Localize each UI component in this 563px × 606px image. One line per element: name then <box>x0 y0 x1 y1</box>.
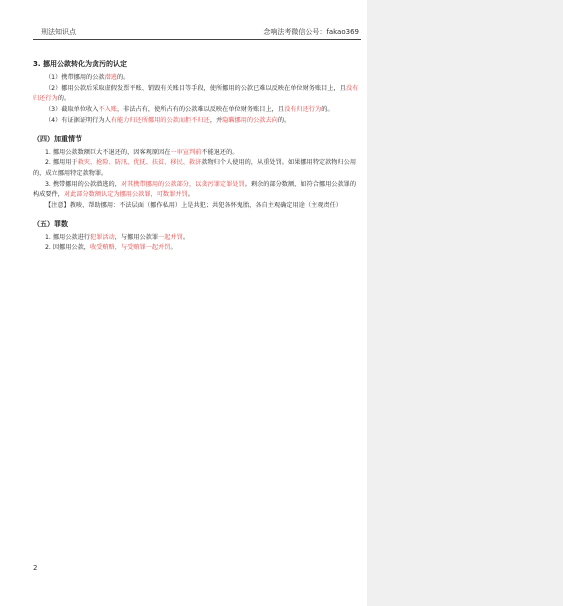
text: （2）挪用公款后采取虚假发票平账、销毁有关账目等手段，使所挪用的公款已难以反映在单位财务账目上，且 <box>45 84 346 92</box>
text: 的。 <box>57 95 71 103</box>
highlight-text: 收受贿赂，与受贿罪一起并罚 <box>90 244 171 252</box>
s4-note: 【注意】教唆、帮助挪用：不法层面（挪作私用）上是共犯；共犯各怀鬼胎，各自主观确定用途（主观责任） <box>45 202 342 210</box>
s3-item-2 <box>33 84 361 105</box>
s5-item-2 <box>33 243 361 254</box>
page-number: 2 <box>33 564 38 572</box>
text: （3）截取单位收入 <box>45 106 99 114</box>
s5-item-1 <box>33 233 361 244</box>
highlight-text: 不入账 <box>98 106 117 114</box>
text: 2. 挪用用于 <box>45 159 78 167</box>
s3-item-1 <box>33 73 361 84</box>
highlight-text: 犯罪活动 <box>90 233 115 241</box>
text: 。 <box>187 191 194 199</box>
viewer-sidebar-background <box>367 0 563 606</box>
text: 1. 挪用公款进行 <box>45 233 90 241</box>
text: 3. 携带挪用的公款潜逃的， <box>45 180 121 188</box>
s4-item-3 <box>33 180 361 201</box>
text: ，并 <box>209 116 223 124</box>
header-right-wechat: 念响法考微信公号：fakao369 <box>263 28 359 36</box>
section-5-title: （五）罪数 <box>33 219 68 228</box>
section-3-title: 3. 挪用公款转化为贪污的认定 <box>33 60 127 68</box>
s3-item-3 <box>33 105 361 116</box>
highlight-text: 没有归还行为 <box>33 84 359 103</box>
text: 1. 挪用公款数额巨大不退还的，因客观原因在 <box>45 148 171 156</box>
section-4-title: （四）加重情节 <box>33 134 82 143</box>
text: 的。 <box>117 74 130 81</box>
highlight-text: 对其携带挪用的公款部分，以贪污罪定罪处罚 <box>120 180 245 188</box>
text: ，非法占有，使所占有的公款难以反映在单位财务账目上，且 <box>117 106 285 114</box>
highlight-text: 一起并罚 <box>158 233 183 241</box>
highlight-text: 隐瞒挪用的公款去向 <box>222 116 278 124</box>
highlight-text: 救灾、抢险、防汛、优抚、扶贫、移民、救济 <box>77 159 202 167</box>
s4-item-1 <box>33 148 361 159</box>
page-content <box>33 58 361 254</box>
header-left-title: 刑法知识点 <box>41 28 76 36</box>
highlight-text: 对此部分数额认定为挪用公款罪，可数罪并罚 <box>63 191 188 199</box>
text: 的。 <box>321 106 334 114</box>
header-divider <box>33 39 361 40</box>
s4-item-2 <box>33 158 361 179</box>
text: 2. 因挪用公款， <box>45 244 90 252</box>
s3-item-4 <box>33 116 361 127</box>
highlight-text: 没有归还行为 <box>284 106 322 114</box>
highlight-text: 有能力归还所挪用的公款而拒不归还 <box>110 116 210 124</box>
text: 。 <box>170 244 177 252</box>
highlight-text: 潜逃 <box>104 74 117 81</box>
text: （4）有证据证明行为人 <box>45 116 111 124</box>
text: 。 <box>182 233 189 241</box>
highlight-text: 一审宣判前 <box>170 148 202 156</box>
text: 不能退还的。 <box>201 148 239 156</box>
text: （1）携带挪用的公款 <box>45 74 105 81</box>
text: 。剩余的部分数额，如符合挪用公款罪的构成要件， <box>33 180 357 199</box>
text: 的。 <box>277 116 291 124</box>
text: 款物归个人使用的，从重处罚。如果挪用特定款物归公用的，成立挪用特定款物罪。 <box>33 159 357 177</box>
text: ，与挪用公款罪 <box>114 233 159 241</box>
